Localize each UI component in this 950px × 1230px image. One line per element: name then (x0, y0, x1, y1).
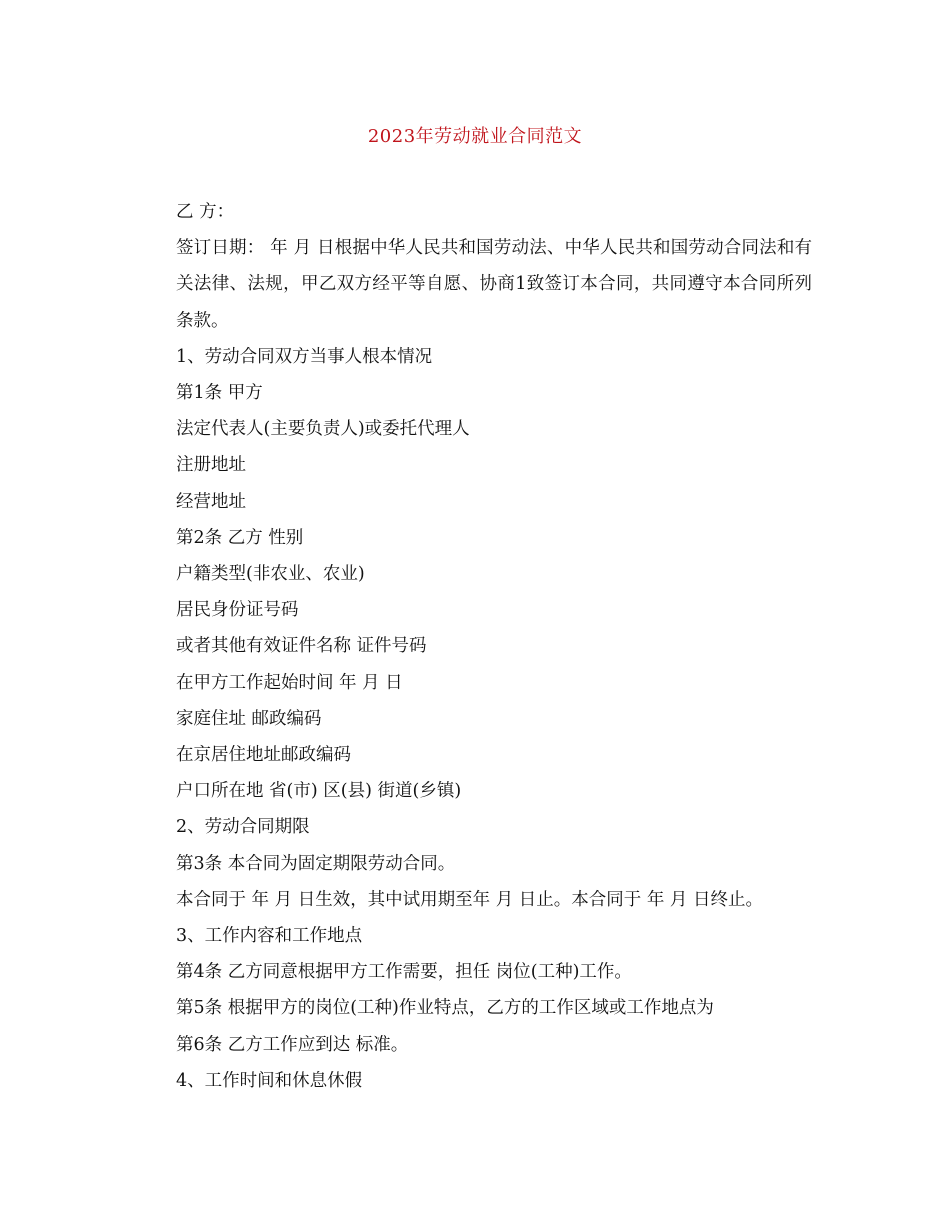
article-line: 经营地址 (176, 491, 246, 512)
article-line: 注册地址 (176, 455, 246, 476)
article-line: 户口所在地 省(市) 区(县) 街道(乡镇) (176, 781, 462, 802)
article-line: 家庭住址 邮政编码 (176, 708, 322, 729)
article-line: 第3条 本合同为固定期限劳动合同。 (176, 853, 456, 874)
article-line: 户籍类型(非农业、农业) (176, 564, 365, 585)
article-line: 第2条 乙方 性别 (176, 527, 304, 548)
article-line: 在京居住地址邮政编码 (176, 745, 351, 766)
article-line: 法定代表人(主要负责人)或委托代理人 (176, 419, 470, 440)
article-line: 第6条 乙方工作应到达 标准。 (176, 1034, 409, 1055)
signing-date-paragraph: 签订日期： 年 月 日根据中华人民共和国劳动法、中华人民共和国劳动合同法和有关法律、法规，甲乙双方经平等自愿、协商1致签订本合同，共同遵守本合同所列条款。 (176, 238, 812, 331)
article-line: 第4条 乙方同意根据甲方工作需要，担任 岗位(工种)工作。 (176, 962, 632, 983)
article-line: 居民身份证号码 (176, 600, 299, 621)
party-b-line: 乙 方： (176, 202, 235, 222)
section-heading: 1、劳动合同双方当事人根本情况 (176, 346, 433, 367)
section-heading: 2、劳动合同期限 (176, 817, 310, 838)
document-title: 2023年劳动就业合同范文 (367, 126, 583, 147)
article-line: 本合同于 年 月 日生效，其中试用期至年 月 日止。本合同于 年 月 日终止。 (176, 889, 763, 910)
document-body (140, 194, 812, 1099)
article-line: 在甲方工作起始时间 年 月 日 (176, 672, 403, 693)
section-heading: 3、工作内容和工作地点 (176, 926, 363, 947)
article-line: 或者其他有效证件名称 证件号码 (176, 636, 427, 657)
article-line: 第1条 甲方 (176, 383, 263, 404)
section-heading: 4、工作时间和休息休假 (176, 1070, 363, 1091)
article-line: 第5条 根据甲方的岗位(工种)作业特点，乙方的工作区域或工作地点为 (176, 998, 714, 1019)
